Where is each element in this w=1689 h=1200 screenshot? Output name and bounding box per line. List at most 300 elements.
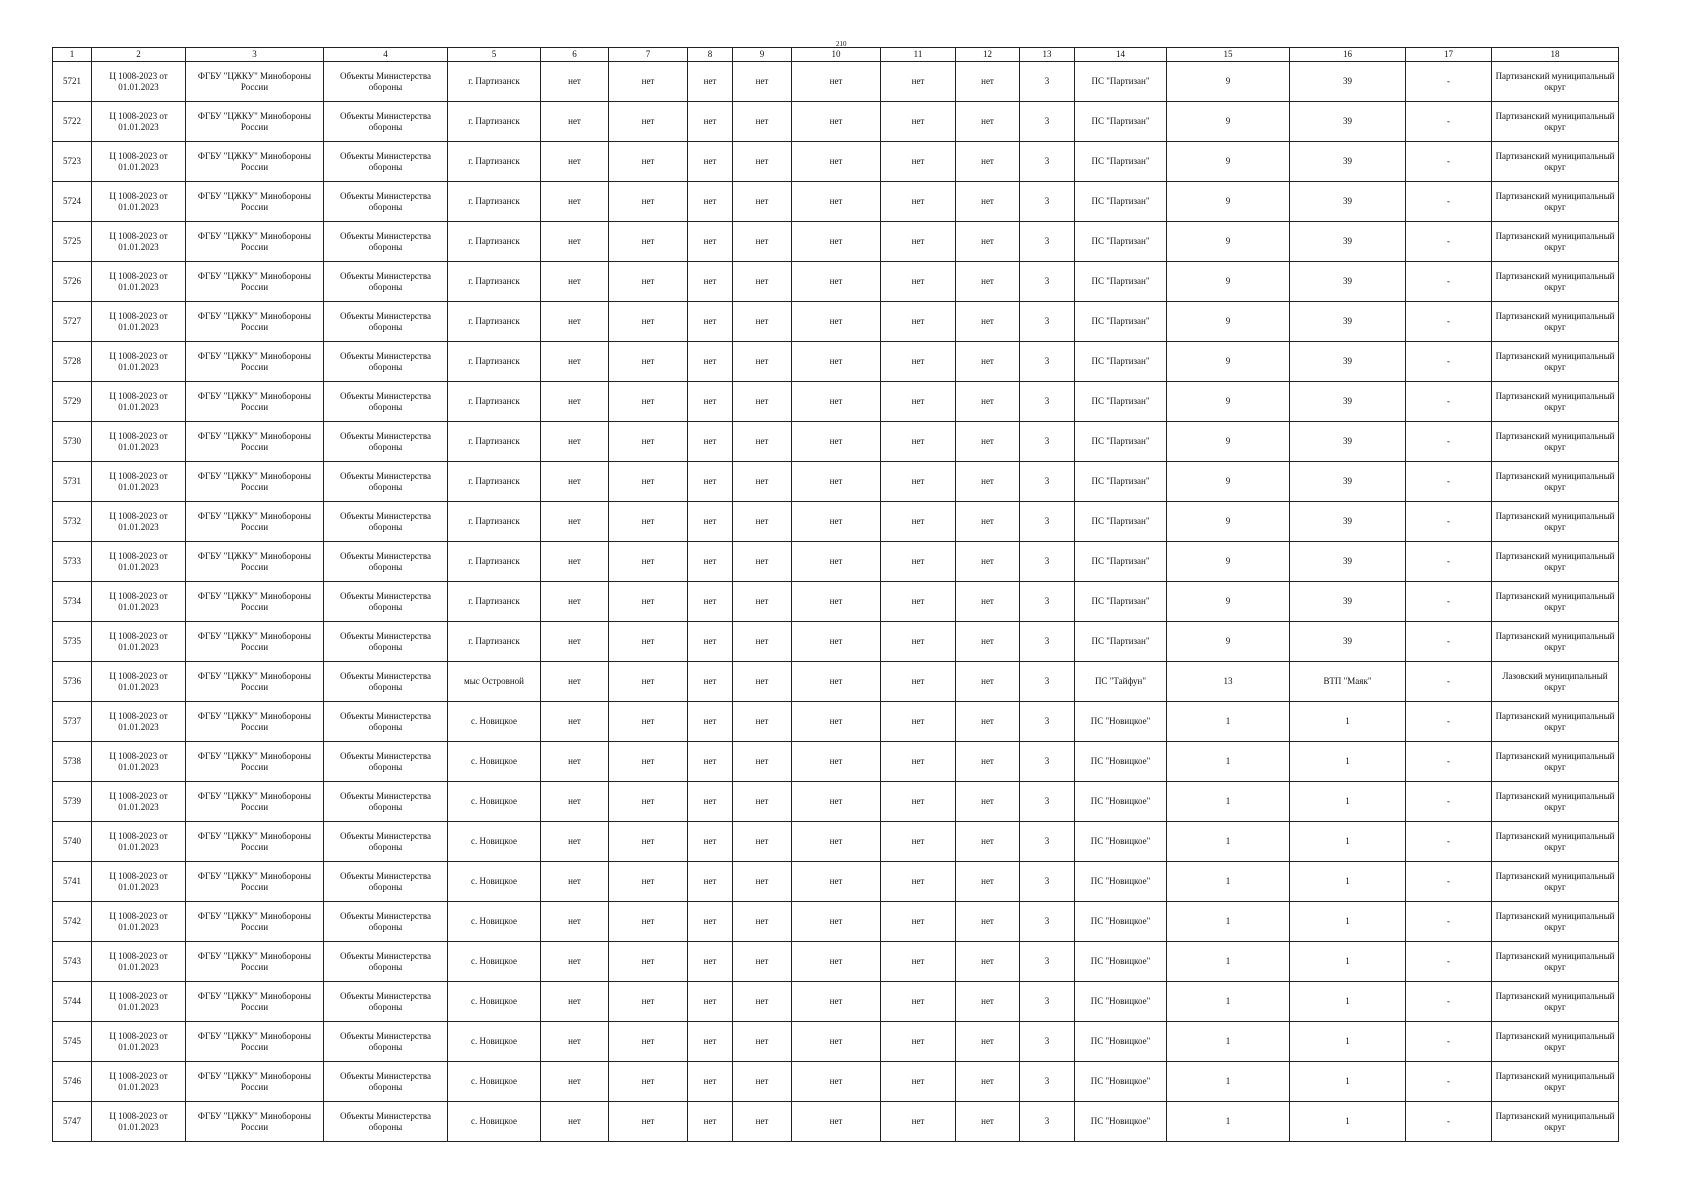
table-cell-col-11: нет: [881, 982, 956, 1022]
table-cell-col-9: нет: [733, 222, 792, 262]
table-row: [53, 982, 1619, 1022]
table-row: [53, 182, 1619, 222]
table-cell-col-9: нет: [733, 502, 792, 542]
table-cell-col-4: Объекты Министерства обороны: [324, 1062, 448, 1102]
table-cell-col-5: мыс Островной: [448, 662, 541, 702]
table-cell-col-18: Партизанский муниципальный округ: [1492, 382, 1619, 422]
table-cell-col-5: г. Партизанск: [448, 422, 541, 462]
table-cell-col-13: 3: [1020, 1102, 1075, 1142]
table-cell-col-9: нет: [733, 342, 792, 382]
table-cell-col-14: ПС "Новицкое": [1075, 982, 1167, 1022]
table-cell-col-14: ПС "Новицкое": [1075, 1022, 1167, 1062]
table-cell-col-4: Объекты Министерства обороны: [324, 182, 448, 222]
table-cell-col-3: ФГБУ "ЦЖКУ" Минобороны России: [186, 582, 324, 622]
table-cell-col-13: 3: [1020, 662, 1075, 702]
table-cell-col-17: -: [1406, 982, 1492, 1022]
table-cell-col-15: 1: [1167, 862, 1290, 902]
table-cell-col-16: 39: [1290, 382, 1406, 422]
table-cell-col-9: нет: [733, 1062, 792, 1102]
table-cell-col-13: 3: [1020, 182, 1075, 222]
table-cell-col-12: нет: [956, 982, 1020, 1022]
table-cell-col-5: г. Партизанск: [448, 182, 541, 222]
table-cell-col-17: -: [1406, 102, 1492, 142]
table-cell-col-3: ФГБУ "ЦЖКУ" Минобороны России: [186, 222, 324, 262]
table-cell-col-16: 1: [1290, 1062, 1406, 1102]
table-cell-col-16: 39: [1290, 262, 1406, 302]
table-cell-col-9: нет: [733, 1022, 792, 1062]
table-cell-col-14: ПС "Партизан": [1075, 182, 1167, 222]
table-cell-col-9: нет: [733, 382, 792, 422]
table-cell-col-14: ПС "Партизан": [1075, 102, 1167, 142]
table-cell-col-7: нет: [609, 582, 688, 622]
table-cell-col-17: -: [1406, 142, 1492, 182]
table-cell-col-8: нет: [688, 382, 733, 422]
table-cell-col-14: ПС "Партизан": [1075, 302, 1167, 342]
table-cell-col-16: 39: [1290, 622, 1406, 662]
table-cell-col-5: с. Новицкое: [448, 782, 541, 822]
table-cell-col-8: нет: [688, 822, 733, 862]
table-cell-col-2: Ц 1008-2023 от 01.01.2023: [92, 942, 186, 982]
table-cell-col-11: нет: [881, 462, 956, 502]
table-cell-col-17: -: [1406, 862, 1492, 902]
table-cell-col-3: ФГБУ "ЦЖКУ" Минобороны России: [186, 862, 324, 902]
table-cell-col-18: Партизанский муниципальный округ: [1492, 182, 1619, 222]
table-cell-col-8: нет: [688, 1102, 733, 1142]
table-cell-col-16: 39: [1290, 302, 1406, 342]
table-cell-col-6: нет: [541, 262, 609, 302]
table-cell-col-4: Объекты Министерства обороны: [324, 902, 448, 942]
table-cell-col-5: г. Партизанск: [448, 622, 541, 662]
table-cell-col-14: ПС "Партизан": [1075, 462, 1167, 502]
table-cell-col-7: нет: [609, 742, 688, 782]
table-cell-col-8: нет: [688, 342, 733, 382]
table-cell-col-4: Объекты Министерства обороны: [324, 1022, 448, 1062]
table-cell-col-7: нет: [609, 702, 688, 742]
table-cell-col-18: Партизанский муниципальный округ: [1492, 302, 1619, 342]
table-cell-col-17: -: [1406, 382, 1492, 422]
table-cell-col-5: с. Новицкое: [448, 1022, 541, 1062]
table-cell-col-5: г. Партизанск: [448, 382, 541, 422]
table-cell-col-6: нет: [541, 662, 609, 702]
table-cell-col-1: 5747: [53, 1102, 92, 1142]
registry-table: [52, 47, 1619, 1142]
table-row: [53, 262, 1619, 302]
table-cell-col-13: 3: [1020, 542, 1075, 582]
table-cell-col-11: нет: [881, 62, 956, 102]
table-cell-col-2: Ц 1008-2023 от 01.01.2023: [92, 902, 186, 942]
table-cell-col-1: 5735: [53, 622, 92, 662]
table-cell-col-1: 5739: [53, 782, 92, 822]
table-cell-col-6: нет: [541, 462, 609, 502]
table-cell-col-4: Объекты Министерства обороны: [324, 542, 448, 582]
table-cell-col-8: нет: [688, 182, 733, 222]
table-cell-col-4: Объекты Министерства обороны: [324, 302, 448, 342]
table-cell-col-17: -: [1406, 582, 1492, 622]
table-cell-col-10: нет: [792, 782, 881, 822]
table-cell-col-18: Партизанский муниципальный округ: [1492, 862, 1619, 902]
table-cell-col-18: Лазовский муниципальный округ: [1492, 662, 1619, 702]
table-cell-col-13: 3: [1020, 342, 1075, 382]
table-cell-col-5: г. Партизанск: [448, 502, 541, 542]
table-cell-col-10: нет: [792, 302, 881, 342]
column-header-12: 12: [956, 48, 1020, 62]
table-cell-col-2: Ц 1008-2023 от 01.01.2023: [92, 782, 186, 822]
table-cell-col-12: нет: [956, 422, 1020, 462]
table-cell-col-12: нет: [956, 342, 1020, 382]
table-cell-col-10: нет: [792, 262, 881, 302]
table-cell-col-6: нет: [541, 182, 609, 222]
table-cell-col-10: нет: [792, 222, 881, 262]
table-cell-col-9: нет: [733, 422, 792, 462]
table-cell-col-7: нет: [609, 942, 688, 982]
table-cell-col-17: -: [1406, 1062, 1492, 1102]
table-row: [53, 302, 1619, 342]
table-cell-col-2: Ц 1008-2023 от 01.01.2023: [92, 382, 186, 422]
table-cell-col-4: Объекты Министерства обороны: [324, 582, 448, 622]
table-cell-col-15: 13: [1167, 662, 1290, 702]
table-cell-col-4: Объекты Министерства обороны: [324, 142, 448, 182]
table-cell-col-18: Партизанский муниципальный округ: [1492, 742, 1619, 782]
table-cell-col-17: -: [1406, 422, 1492, 462]
table-cell-col-8: нет: [688, 422, 733, 462]
table-row: [53, 622, 1619, 662]
table-cell-col-17: -: [1406, 302, 1492, 342]
table-row: [53, 222, 1619, 262]
table-cell-col-3: ФГБУ "ЦЖКУ" Минобороны России: [186, 822, 324, 862]
table-cell-col-4: Объекты Министерства обороны: [324, 942, 448, 982]
table-row: [53, 862, 1619, 902]
table-cell-col-13: 3: [1020, 782, 1075, 822]
table-row: [53, 62, 1619, 102]
table-cell-col-5: с. Новицкое: [448, 822, 541, 862]
table-cell-col-15: 9: [1167, 222, 1290, 262]
table-cell-col-12: нет: [956, 662, 1020, 702]
table-cell-col-17: -: [1406, 822, 1492, 862]
table-cell-col-10: нет: [792, 462, 881, 502]
table-cell-col-4: Объекты Министерства обороны: [324, 262, 448, 302]
table-cell-col-13: 3: [1020, 262, 1075, 302]
table-cell-col-2: Ц 1008-2023 от 01.01.2023: [92, 1102, 186, 1142]
table-cell-col-3: ФГБУ "ЦЖКУ" Минобороны России: [186, 462, 324, 502]
table-cell-col-9: нет: [733, 262, 792, 302]
table-cell-col-5: г. Партизанск: [448, 142, 541, 182]
table-cell-col-2: Ц 1008-2023 от 01.01.2023: [92, 462, 186, 502]
table-row: [53, 782, 1619, 822]
table-cell-col-14: ПС "Партизан": [1075, 142, 1167, 182]
table-cell-col-7: нет: [609, 422, 688, 462]
table-cell-col-15: 9: [1167, 342, 1290, 382]
table-cell-col-12: нет: [956, 1102, 1020, 1142]
table-cell-col-6: нет: [541, 902, 609, 942]
table-cell-col-10: нет: [792, 1022, 881, 1062]
column-header-3: 3: [186, 48, 324, 62]
table-cell-col-10: нет: [792, 542, 881, 582]
table-cell-col-3: ФГБУ "ЦЖКУ" Минобороны России: [186, 662, 324, 702]
table-cell-col-3: ФГБУ "ЦЖКУ" Минобороны России: [186, 702, 324, 742]
table-row: [53, 662, 1619, 702]
table-cell-col-17: -: [1406, 542, 1492, 582]
table-cell-col-6: нет: [541, 382, 609, 422]
table-cell-col-8: нет: [688, 502, 733, 542]
table-cell-col-10: нет: [792, 862, 881, 902]
table-cell-col-14: ПС "Новицкое": [1075, 942, 1167, 982]
table-cell-col-15: 9: [1167, 262, 1290, 302]
table-cell-col-8: нет: [688, 1022, 733, 1062]
table-cell-col-3: ФГБУ "ЦЖКУ" Минобороны России: [186, 742, 324, 782]
table-cell-col-2: Ц 1008-2023 от 01.01.2023: [92, 1022, 186, 1062]
table-cell-col-1: 5736: [53, 662, 92, 702]
table-cell-col-10: нет: [792, 142, 881, 182]
table-cell-col-6: нет: [541, 342, 609, 382]
table-cell-col-3: ФГБУ "ЦЖКУ" Минобороны России: [186, 102, 324, 142]
table-cell-col-7: нет: [609, 662, 688, 702]
table-row: [53, 702, 1619, 742]
table-cell-col-6: нет: [541, 782, 609, 822]
table-cell-col-14: ПС "Партизан": [1075, 382, 1167, 422]
table-cell-col-8: нет: [688, 662, 733, 702]
table-cell-col-2: Ц 1008-2023 от 01.01.2023: [92, 662, 186, 702]
table-cell-col-1: 5728: [53, 342, 92, 382]
table-cell-col-9: нет: [733, 902, 792, 942]
table-cell-col-8: нет: [688, 62, 733, 102]
table-cell-col-2: Ц 1008-2023 от 01.01.2023: [92, 1062, 186, 1102]
table-cell-col-16: 39: [1290, 462, 1406, 502]
table-cell-col-16: 39: [1290, 222, 1406, 262]
table-cell-col-1: 5743: [53, 942, 92, 982]
table-cell-col-6: нет: [541, 1022, 609, 1062]
table-cell-col-13: 3: [1020, 102, 1075, 142]
table-cell-col-17: -: [1406, 182, 1492, 222]
column-header-1: 1: [53, 48, 92, 62]
table-cell-col-11: нет: [881, 182, 956, 222]
table-cell-col-18: Партизанский муниципальный округ: [1492, 582, 1619, 622]
table-cell-col-10: нет: [792, 902, 881, 942]
table-cell-col-1: 5741: [53, 862, 92, 902]
table-row: [53, 382, 1619, 422]
table-cell-col-8: нет: [688, 222, 733, 262]
table-cell-col-7: нет: [609, 142, 688, 182]
table-cell-col-18: Партизанский муниципальный округ: [1492, 502, 1619, 542]
table-cell-col-16: 1: [1290, 942, 1406, 982]
table-cell-col-3: ФГБУ "ЦЖКУ" Минобороны России: [186, 302, 324, 342]
table-cell-col-2: Ц 1008-2023 от 01.01.2023: [92, 222, 186, 262]
table-cell-col-11: нет: [881, 582, 956, 622]
table-cell-col-6: нет: [541, 742, 609, 782]
table-cell-col-12: нет: [956, 182, 1020, 222]
table-cell-col-6: нет: [541, 622, 609, 662]
table-cell-col-7: нет: [609, 1022, 688, 1062]
table-cell-col-15: 9: [1167, 142, 1290, 182]
table-cell-col-10: нет: [792, 662, 881, 702]
table-cell-col-10: нет: [792, 502, 881, 542]
table-cell-col-14: ПС "Партизан": [1075, 422, 1167, 462]
table-cell-col-18: Партизанский муниципальный округ: [1492, 982, 1619, 1022]
table-cell-col-14: ПС "Партизан": [1075, 262, 1167, 302]
table-row: [53, 142, 1619, 182]
column-header-2: 2: [92, 48, 186, 62]
table-cell-col-8: нет: [688, 1062, 733, 1102]
table-cell-col-2: Ц 1008-2023 от 01.01.2023: [92, 542, 186, 582]
table-cell-col-1: 5742: [53, 902, 92, 942]
table-cell-col-11: нет: [881, 302, 956, 342]
table-cell-col-2: Ц 1008-2023 от 01.01.2023: [92, 582, 186, 622]
table-cell-col-10: нет: [792, 422, 881, 462]
table-cell-col-12: нет: [956, 582, 1020, 622]
table-cell-col-14: ПС "Новицкое": [1075, 742, 1167, 782]
table-cell-col-1: 5727: [53, 302, 92, 342]
table-cell-col-12: нет: [956, 622, 1020, 662]
table-cell-col-2: Ц 1008-2023 от 01.01.2023: [92, 502, 186, 542]
table-cell-col-8: нет: [688, 862, 733, 902]
table-cell-col-4: Объекты Министерства обороны: [324, 102, 448, 142]
table-cell-col-12: нет: [956, 782, 1020, 822]
table-cell-col-1: 5732: [53, 502, 92, 542]
table-cell-col-10: нет: [792, 1062, 881, 1102]
table-cell-col-14: ПС "Новицкое": [1075, 702, 1167, 742]
table-cell-col-14: ПС "Партизан": [1075, 342, 1167, 382]
table-cell-col-8: нет: [688, 982, 733, 1022]
table-cell-col-1: 5740: [53, 822, 92, 862]
table-cell-col-8: нет: [688, 742, 733, 782]
table-cell-col-2: Ц 1008-2023 от 01.01.2023: [92, 262, 186, 302]
table-cell-col-7: нет: [609, 382, 688, 422]
table-cell-col-9: нет: [733, 942, 792, 982]
table-cell-col-12: нет: [956, 822, 1020, 862]
table-cell-col-2: Ц 1008-2023 от 01.01.2023: [92, 702, 186, 742]
table-cell-col-11: нет: [881, 942, 956, 982]
table-cell-col-6: нет: [541, 222, 609, 262]
table-cell-col-7: нет: [609, 782, 688, 822]
table-cell-col-6: нет: [541, 582, 609, 622]
table-cell-col-5: с. Новицкое: [448, 742, 541, 782]
table-cell-col-1: 5729: [53, 382, 92, 422]
table-row: [53, 1102, 1619, 1142]
table-cell-col-15: 1: [1167, 942, 1290, 982]
table-cell-col-7: нет: [609, 542, 688, 582]
table-cell-col-18: Партизанский муниципальный округ: [1492, 822, 1619, 862]
table-cell-col-12: нет: [956, 382, 1020, 422]
table-cell-col-11: нет: [881, 782, 956, 822]
table-cell-col-13: 3: [1020, 622, 1075, 662]
table-cell-col-4: Объекты Министерства обороны: [324, 622, 448, 662]
table-cell-col-11: нет: [881, 342, 956, 382]
table-cell-col-6: нет: [541, 142, 609, 182]
table-cell-col-8: нет: [688, 102, 733, 142]
table-cell-col-12: нет: [956, 542, 1020, 582]
table-cell-col-17: -: [1406, 782, 1492, 822]
table-cell-col-4: Объекты Министерства обороны: [324, 1102, 448, 1142]
table-cell-col-2: Ц 1008-2023 от 01.01.2023: [92, 102, 186, 142]
page-number-mark: 210: [836, 40, 847, 48]
table-cell-col-9: нет: [733, 782, 792, 822]
column-header-9: 9: [733, 48, 792, 62]
table-cell-col-16: 1: [1290, 1102, 1406, 1142]
table-cell-col-9: нет: [733, 62, 792, 102]
table-cell-col-12: нет: [956, 262, 1020, 302]
table-cell-col-11: нет: [881, 1022, 956, 1062]
table-cell-col-6: нет: [541, 422, 609, 462]
table-cell-col-3: ФГБУ "ЦЖКУ" Минобороны России: [186, 262, 324, 302]
table-cell-col-15: 1: [1167, 982, 1290, 1022]
table-cell-col-4: Объекты Министерства обороны: [324, 742, 448, 782]
table-cell-col-2: Ц 1008-2023 от 01.01.2023: [92, 422, 186, 462]
table-cell-col-18: Партизанский муниципальный округ: [1492, 342, 1619, 382]
table-cell-col-8: нет: [688, 942, 733, 982]
table-cell-col-16: 39: [1290, 502, 1406, 542]
table-cell-col-16: 1: [1290, 862, 1406, 902]
table-cell-col-1: 5737: [53, 702, 92, 742]
table-cell-col-13: 3: [1020, 422, 1075, 462]
column-header-15: 15: [1167, 48, 1290, 62]
table-cell-col-9: нет: [733, 302, 792, 342]
table-cell-col-15: 9: [1167, 502, 1290, 542]
table-cell-col-3: ФГБУ "ЦЖКУ" Минобороны России: [186, 622, 324, 662]
table-cell-col-9: нет: [733, 1102, 792, 1142]
table-cell-col-15: 9: [1167, 422, 1290, 462]
table-cell-col-13: 3: [1020, 1062, 1075, 1102]
table-cell-col-16: 1: [1290, 982, 1406, 1022]
table-cell-col-1: 5745: [53, 1022, 92, 1062]
table-cell-col-11: нет: [881, 382, 956, 422]
table-row: [53, 582, 1619, 622]
table-row: [53, 822, 1619, 862]
table-cell-col-17: -: [1406, 1022, 1492, 1062]
table-cell-col-14: ПС "Тайфун": [1075, 662, 1167, 702]
table-cell-col-17: -: [1406, 262, 1492, 302]
table-cell-col-18: Партизанский муниципальный округ: [1492, 222, 1619, 262]
table-cell-col-15: 1: [1167, 902, 1290, 942]
table-cell-col-12: нет: [956, 1022, 1020, 1062]
table-cell-col-3: ФГБУ "ЦЖКУ" Минобороны России: [186, 782, 324, 822]
table-cell-col-3: ФГБУ "ЦЖКУ" Минобороны России: [186, 422, 324, 462]
table-cell-col-15: 9: [1167, 102, 1290, 142]
table-cell-col-7: нет: [609, 62, 688, 102]
table-cell-col-14: ПС "Новицкое": [1075, 862, 1167, 902]
table-cell-col-11: нет: [881, 542, 956, 582]
table-cell-col-13: 3: [1020, 1022, 1075, 1062]
column-header-16: 16: [1290, 48, 1406, 62]
table-cell-col-5: г. Партизанск: [448, 342, 541, 382]
table-cell-col-9: нет: [733, 102, 792, 142]
table-cell-col-18: Партизанский муниципальный округ: [1492, 1102, 1619, 1142]
table-cell-col-17: -: [1406, 502, 1492, 542]
table-cell-col-18: Партизанский муниципальный округ: [1492, 942, 1619, 982]
table-cell-col-9: нет: [733, 182, 792, 222]
table-cell-col-7: нет: [609, 902, 688, 942]
table-cell-col-9: нет: [733, 582, 792, 622]
table-cell-col-17: -: [1406, 462, 1492, 502]
table-cell-col-3: ФГБУ "ЦЖКУ" Минобороны России: [186, 62, 324, 102]
table-cell-col-11: нет: [881, 662, 956, 702]
table-cell-col-5: г. Партизанск: [448, 102, 541, 142]
table-cell-col-4: Объекты Министерства обороны: [324, 382, 448, 422]
table-cell-col-3: ФГБУ "ЦЖКУ" Минобороны России: [186, 1102, 324, 1142]
column-header-6: 6: [541, 48, 609, 62]
table-cell-col-14: ПС "Новицкое": [1075, 902, 1167, 942]
table-cell-col-1: 5723: [53, 142, 92, 182]
column-header-11: 11: [881, 48, 956, 62]
table-cell-col-10: нет: [792, 702, 881, 742]
table-cell-col-10: нет: [792, 102, 881, 142]
table-cell-col-15: 1: [1167, 1102, 1290, 1142]
table-cell-col-5: с. Новицкое: [448, 862, 541, 902]
table-cell-col-17: -: [1406, 662, 1492, 702]
table-cell-col-6: нет: [541, 62, 609, 102]
table-row: [53, 342, 1619, 382]
table-cell-col-14: ПС "Новицкое": [1075, 782, 1167, 822]
table-cell-col-18: Партизанский муниципальный округ: [1492, 902, 1619, 942]
table-cell-col-14: ПС "Партизан": [1075, 582, 1167, 622]
